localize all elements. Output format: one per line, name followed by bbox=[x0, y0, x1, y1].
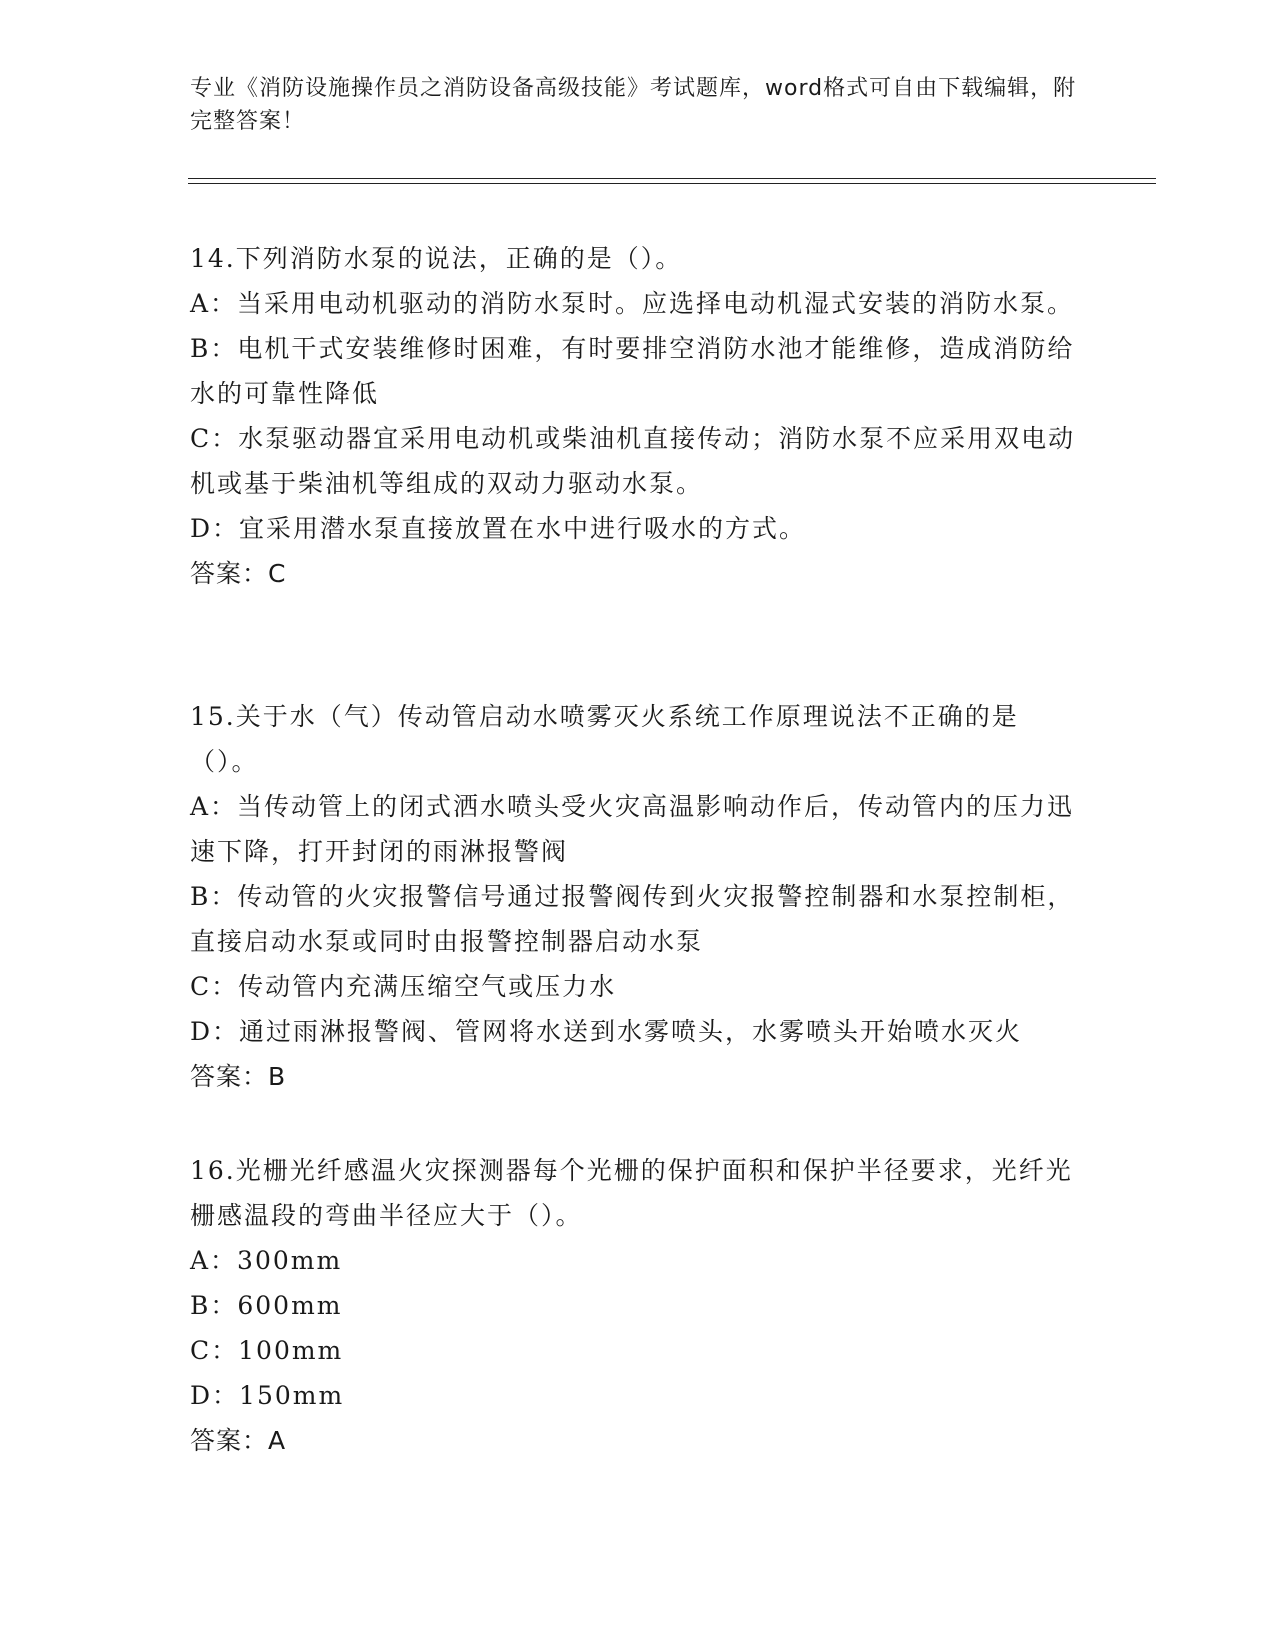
option-d: D：150mm bbox=[190, 1381, 345, 1410]
option-b: B：电机干式安装维修时困难，有时要排空消防水池才能维修，造成消防给水的可靠性降低 bbox=[190, 334, 1075, 408]
option-d: D：通过雨淋报警阀、管网将水送到水雾喷头，水雾喷头开始喷水灭火 bbox=[190, 1017, 1023, 1046]
option-c: C：传动管内充满压缩空气或压力水 bbox=[190, 972, 617, 1001]
question-15 bbox=[190, 694, 1085, 1099]
question-stem: 16.光栅光纤感温火灾探测器每个光栅的保护面积和保护半径要求，光纤光栅感温段的弯曲半径应大于（）。 bbox=[190, 1156, 1073, 1230]
option-b: B：600mm bbox=[190, 1291, 343, 1320]
option-c: C：100mm bbox=[190, 1336, 344, 1365]
question-stem: 14.下列消防水泵的说法，正确的是（）。 bbox=[190, 244, 683, 273]
option-c: C：水泵驱动器宜采用电动机或柴油机直接传动；消防水泵不应采用双电动机或基于柴油机等组成的双动力驱动水泵。 bbox=[190, 424, 1076, 498]
option-a: A：300mm bbox=[190, 1246, 343, 1275]
question-16 bbox=[190, 1148, 1085, 1463]
answer-text: 答案：B bbox=[190, 1062, 287, 1091]
option-d: D：宜采用潜水泵直接放置在水中进行吸水的方式。 bbox=[190, 514, 807, 543]
option-a: A：当采用电动机驱动的消防水泵时。应选择电动机湿式安装的消防水泵。 bbox=[190, 289, 1075, 318]
question-14 bbox=[190, 236, 1085, 596]
answer-text: 答案：C bbox=[190, 559, 287, 588]
document-header: 专业《消防设施操作员之消防设备高级技能》考试题库，word格式可自由下载编辑，附完整答案！ bbox=[190, 76, 1077, 134]
answer-text: 答案：A bbox=[190, 1426, 287, 1455]
question-stem: 15.关于水（气）传动管启动水喷雾灭火系统工作原理说法不正确的是（）。 bbox=[190, 702, 1019, 776]
header-divider-bottom bbox=[188, 183, 1156, 184]
option-b: B：传动管的火灾报警信号通过报警阀传到火灾报警控制器和水泵控制柜，直接启动水泵或同时由报警控制器启动水泵 bbox=[190, 882, 1075, 956]
header-divider-top bbox=[188, 178, 1156, 179]
option-a: A：当传动管上的闭式洒水喷头受火灾高温影响动作后，传动管内的压力迅速下降，打开封闭的雨淋报警阀 bbox=[190, 792, 1075, 866]
